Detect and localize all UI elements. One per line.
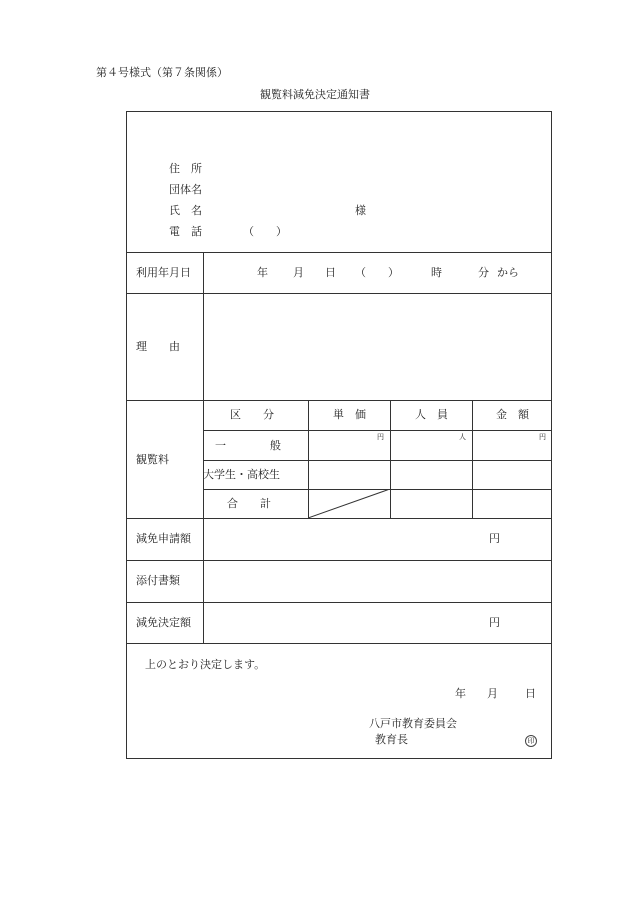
seal-mark: 印 [525, 735, 537, 747]
weekday-paren: （ ） [355, 266, 399, 279]
usage-date-label: 利用年月日 [136, 266, 191, 279]
header-amount: 金 額 [496, 408, 529, 421]
header-unit-price: 単 価 [333, 408, 366, 421]
exemption-request-unit: 円 [489, 532, 500, 545]
exemption-request-label: 減免申請額 [136, 532, 191, 545]
year-text: 年 [257, 266, 268, 279]
diagonal-strike [308, 489, 390, 518]
divider [127, 560, 551, 561]
label-column-divider [203, 252, 204, 643]
day-text: 日 [325, 266, 336, 279]
divider [127, 252, 551, 253]
unit-yen: 円 [377, 433, 384, 441]
hour-text: 時 [431, 266, 442, 279]
table-column-divider [390, 400, 391, 518]
table-column-divider [472, 400, 473, 518]
name-label: 氏 名 [169, 204, 202, 217]
header-category: 区 分 [230, 408, 274, 421]
form-number: 第４号様式（第７条関係） [96, 66, 228, 79]
divider [127, 602, 551, 603]
divider [203, 430, 551, 431]
divider [127, 643, 551, 644]
unit-people: 人 [459, 433, 466, 441]
document-title: 観覧料減免決定通知書 [260, 88, 370, 101]
row-general: 一 般 [215, 439, 281, 452]
month-text: 月 [293, 266, 304, 279]
phone-area-code: （ ） [243, 225, 287, 238]
footer-year: 年 [455, 687, 466, 700]
address-label: 住 所 [169, 162, 202, 175]
exemption-decision-label: 減免決定額 [136, 616, 191, 629]
divider [203, 460, 551, 461]
issuer-org: 八戸市教育委員会 [369, 717, 457, 730]
divider [127, 400, 551, 401]
exemption-decision-unit: 円 [489, 616, 500, 629]
footer-month: 月 [487, 687, 498, 700]
issuer-title: 教育長 [375, 733, 408, 746]
divider [127, 518, 551, 519]
reason-label: 理 由 [136, 340, 180, 353]
divider [127, 293, 551, 294]
honorific: 様 [355, 204, 366, 217]
footer-day: 日 [525, 687, 536, 700]
phone-label: 電 話 [169, 225, 202, 238]
row-total: 合 計 [227, 497, 271, 510]
minute-text: 分 [478, 266, 489, 279]
attachments-label: 添付書類 [136, 574, 180, 587]
decision-statement: 上のとおり決定します。 [145, 658, 266, 671]
fee-label: 観覧料 [136, 453, 169, 466]
from-text: から [497, 266, 519, 279]
header-count: 人 員 [415, 408, 448, 421]
unit-amount: 円 [539, 433, 546, 441]
row-students: 大学生・高校生 [203, 468, 280, 481]
group-label: 団体名 [169, 183, 202, 196]
notice-form [126, 111, 552, 759]
